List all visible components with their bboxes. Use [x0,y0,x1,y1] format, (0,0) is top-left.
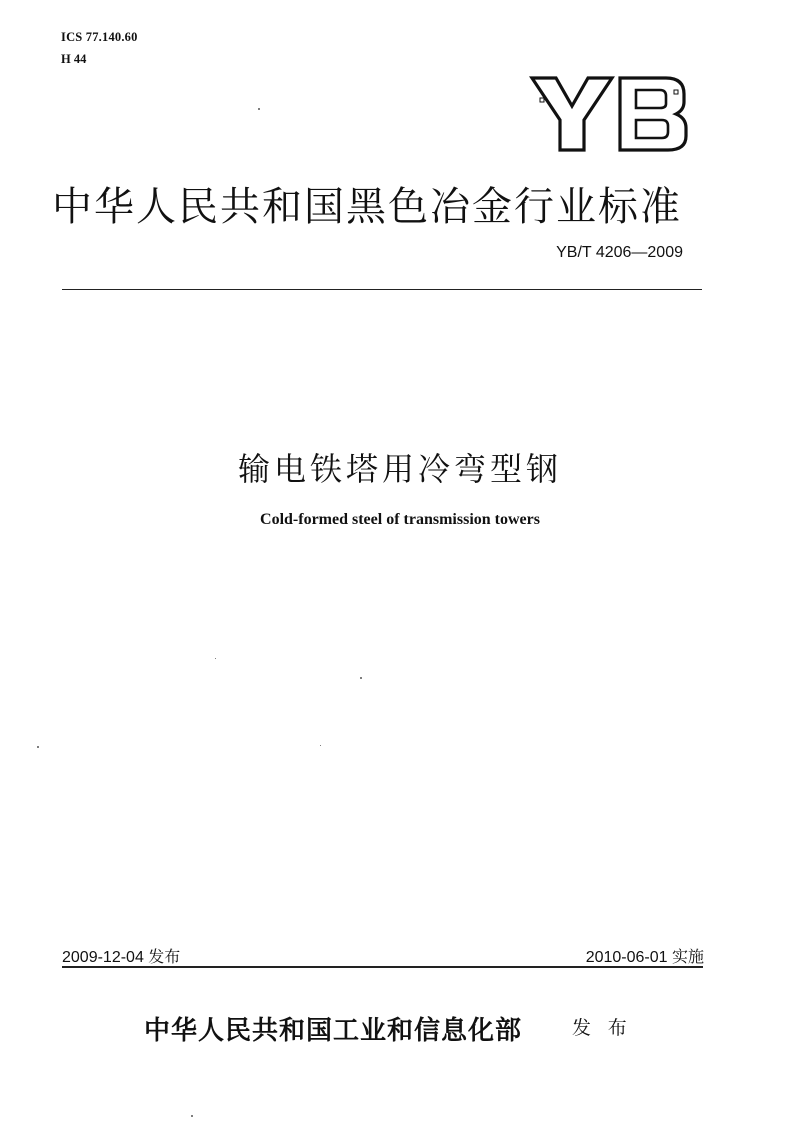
standard-number: YB/T 4206—2009 [556,244,683,261]
scan-speck [258,108,260,110]
document-title-english: Cold-formed steel of transmission towers [260,511,540,528]
issue-date: 2009-12-04 发布 [62,949,181,966]
implementation-date: 2010-06-01 实施 [585,949,704,966]
scan-speck [191,1115,193,1117]
issue-label: 发 布 [572,1018,633,1039]
issuing-authority: 中华人民共和国工业和信息化部 [144,1016,523,1045]
ics-code: ICS 77.140.60 [61,30,138,44]
scan-speck [37,746,39,748]
scan-speck [320,745,321,746]
classification-code: H 44 [61,52,87,66]
standard-organization: 中华人民共和国黑色冶金行业标准 [52,185,682,229]
header-divider [62,289,702,290]
yb-logo-icon [528,76,688,152]
scan-speck [215,658,216,659]
scan-speck [360,677,362,679]
document-title-chinese: 输电铁塔用冷弯型钢 [237,451,562,487]
footer-divider [62,966,703,968]
